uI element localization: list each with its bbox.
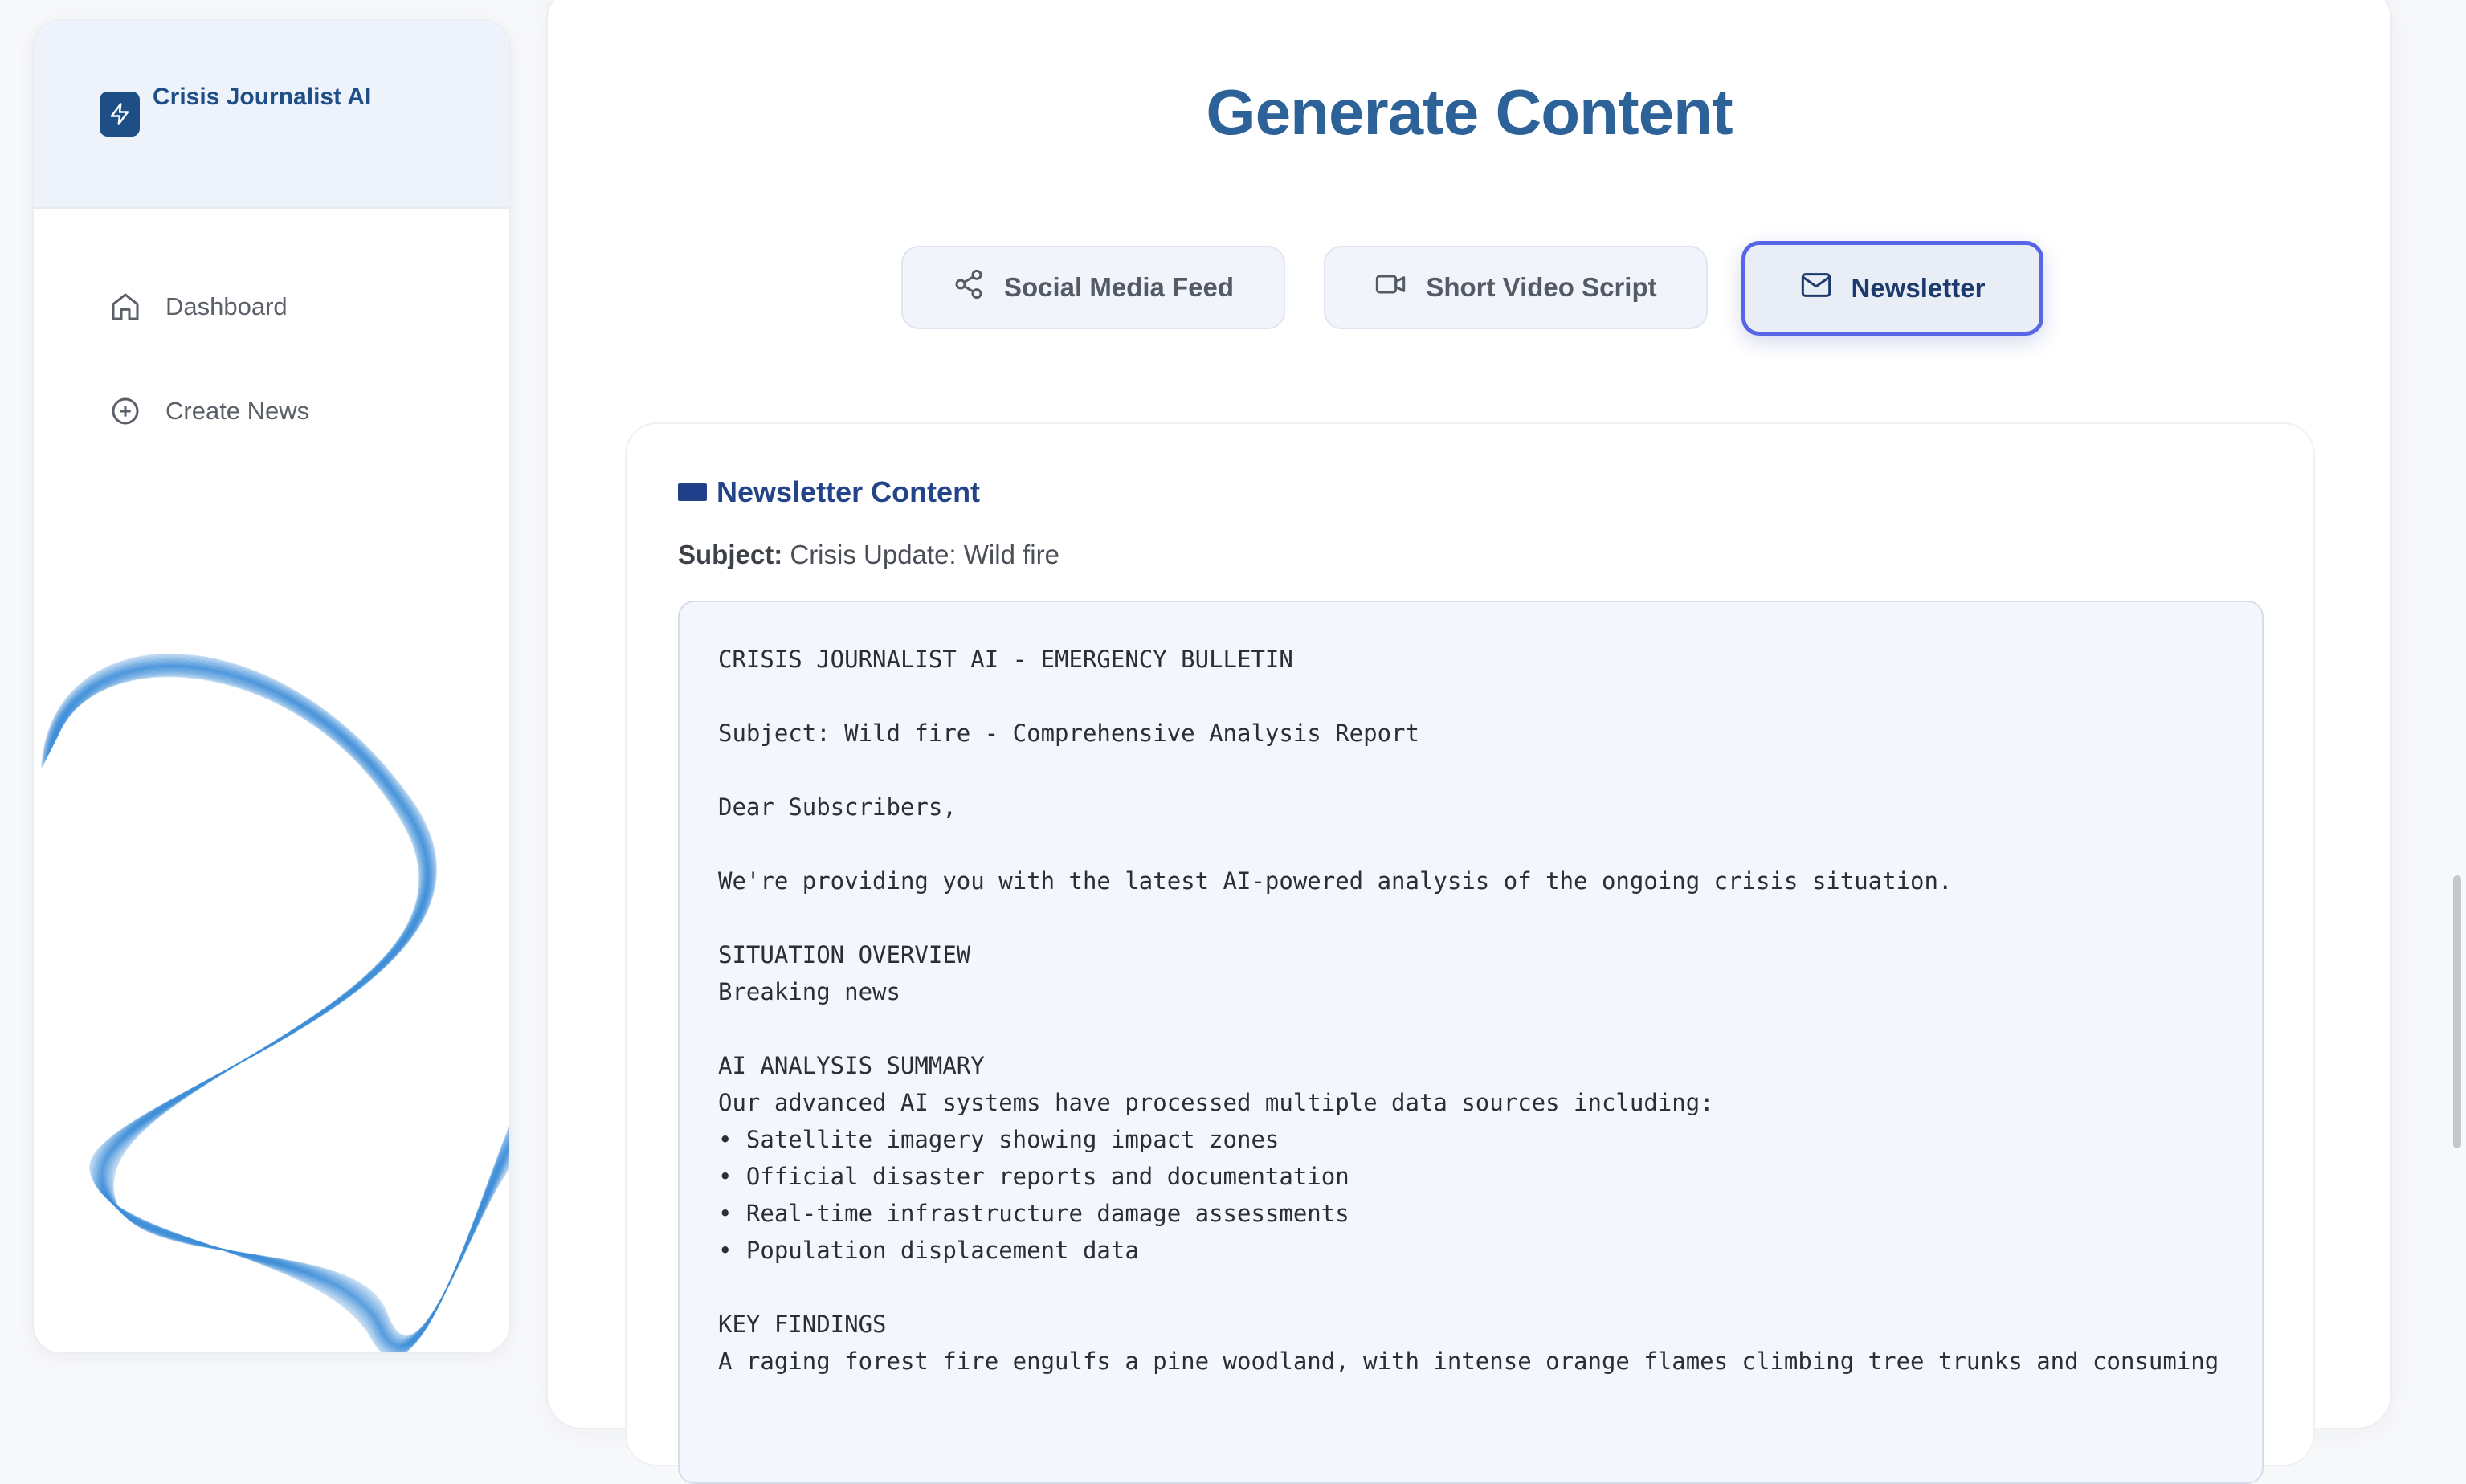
main-panel: [546, 0, 2392, 1429]
brand-title: Crisis Journalist AI: [153, 84, 372, 110]
wave-line: [53, 670, 511, 1342]
page-title: Generate Content: [1206, 76, 1733, 148]
subject-label: Subject:: [678, 540, 783, 569]
page-scrollbar[interactable]: [2448, 0, 2466, 1388]
wave-line: [58, 676, 511, 1335]
brand-header: [34, 21, 509, 209]
wave-line: [44, 658, 511, 1353]
wave-line: [49, 665, 511, 1347]
tab-label: Social Media Feed: [1003, 272, 1235, 302]
wave-line: [48, 664, 511, 1348]
tab-short-video-script[interactable]: [1324, 246, 1708, 329]
subject-line: [678, 540, 1059, 570]
newsletter-body[interactable]: CRISIS JOURNALIST AI - EMERGENCY BULLETIN Subject: Wild fire - Comprehensive Analysis Report Dear Subscribers, We're providing you with the latest AI-powered analysis of the ongoing crisis situation. SITUATION OVERVIEW Breaking news AI ANALYSIS SUMMARY Our advanced AI systems have processed multiple data sources including: • Satellite imagery showing impact zones • Official disaster reports and documentation • Real-time infrastructure damage assessments • Population displacement data KEY FINDINGS A raging forest fire engulfs a pine woodland, with intense orange flames climbing tree trunks and consuming: [678, 601, 2264, 1484]
wave-line: [55, 672, 511, 1339]
sidebar-item-label: Dashboard: [165, 292, 288, 320]
home-icon: [108, 289, 143, 324]
flag-icon: [678, 483, 707, 501]
wave-line: [47, 662, 511, 1350]
wave-line: [51, 667, 511, 1345]
wave-line: [47, 662, 511, 1349]
sidebar-item-dashboard[interactable]: [108, 283, 461, 331]
wave-line: [47, 661, 511, 1351]
newsletter-heading: [678, 475, 980, 509]
share-icon: [953, 268, 985, 307]
wave-line: [55, 673, 511, 1339]
wave-line: [54, 671, 511, 1340]
newsletter-heading-text: Newsletter Content: [717, 475, 981, 508]
wave-line: [46, 660, 511, 1352]
wave-decoration: [34, 615, 511, 1354]
wave-line: [52, 669, 511, 1343]
wave-line: [53, 671, 511, 1341]
mail-icon: [1800, 269, 1832, 308]
tab-newsletter[interactable]: [1741, 241, 2043, 336]
wave-line: [51, 668, 511, 1344]
sidebar: [32, 19, 511, 1354]
wave-line: [43, 656, 511, 1354]
wave-line: [50, 666, 511, 1347]
wave-line: [57, 675, 511, 1336]
video-icon: [1374, 268, 1407, 307]
wave-line: [45, 659, 511, 1352]
lightning-icon: [100, 92, 140, 137]
sidebar-item-create-news[interactable]: [108, 387, 461, 435]
sidebar-item-label: Create News: [165, 397, 310, 425]
newsletter-card: [625, 422, 2315, 1466]
tab-social-media-feed[interactable]: [901, 246, 1285, 329]
wave-line: [56, 674, 511, 1338]
scrollbar-thumb[interactable]: [2453, 875, 2461, 1148]
tab-label: Newsletter: [1851, 273, 1986, 303]
tab-label: Short Video Script: [1426, 272, 1657, 302]
wave-line: [43, 657, 511, 1354]
wave-line: [43, 655, 511, 1354]
wave-line: [50, 667, 511, 1346]
wave-line: [56, 675, 511, 1337]
wave-line: [42, 654, 511, 1354]
subject-value: Crisis Update: Wild fire: [790, 540, 1059, 569]
plus-circle-icon: [108, 393, 143, 429]
